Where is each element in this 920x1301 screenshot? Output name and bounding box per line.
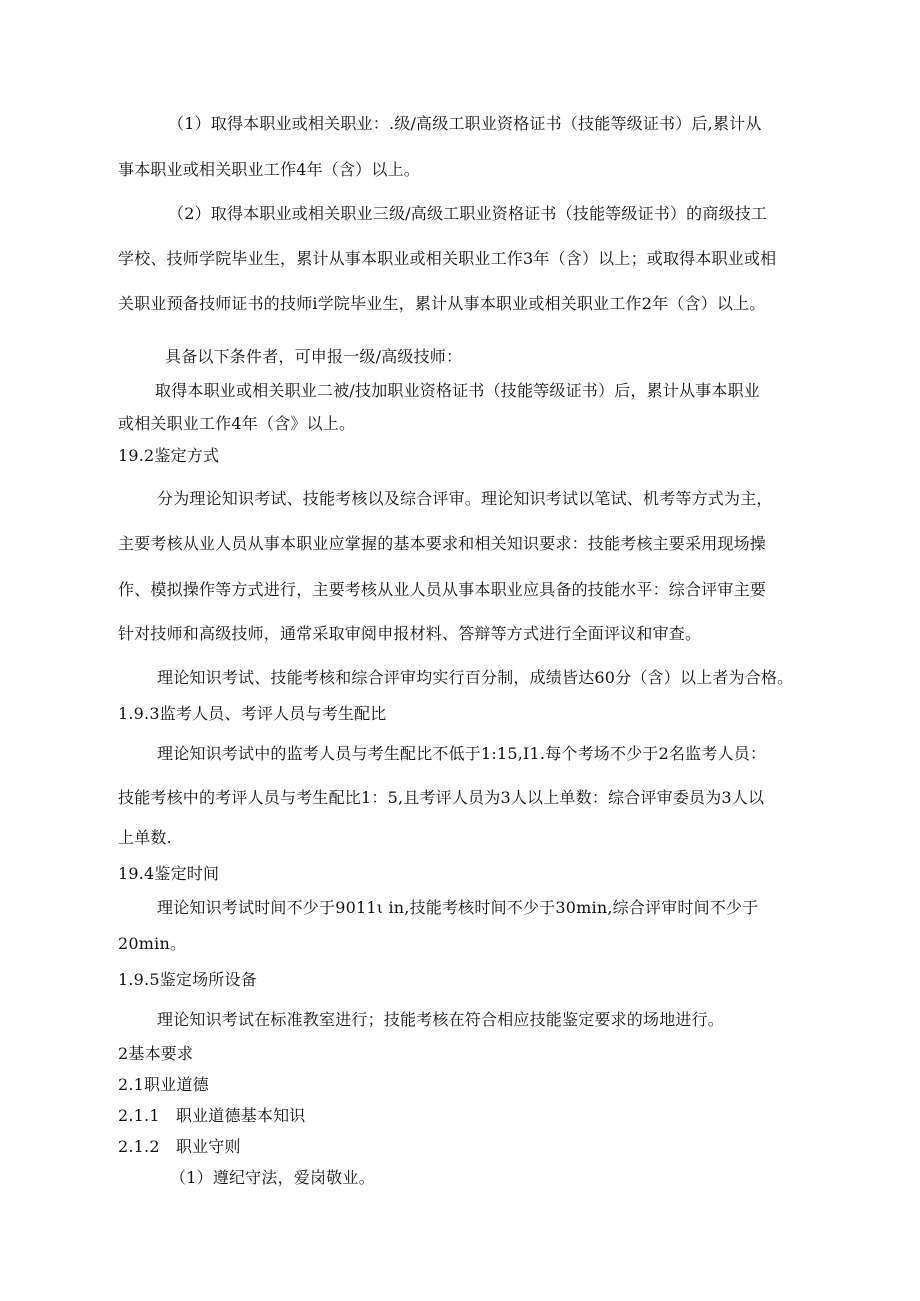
section-heading-2: 2基本要求: [118, 1044, 194, 1063]
paragraph-2-line-2: 学校、技师学院毕业生，累计从事本职业或相关职业工作3年（含）以上；或取得本职业或相: [118, 249, 777, 268]
paragraph-5-line-4: 针对技师和高级技师，通常采取审阅申报材料、答辩等方式进行全面评议和审查。: [118, 624, 702, 643]
paragraph-5-line-2: 主要考核从业人员从事本职业应掌握的基本要求和相关知识要求：技能考核主要采用现场操: [118, 534, 767, 553]
paragraph-7-line-3: 上单数.: [118, 828, 172, 847]
section-heading-1-9-5: 1.9.5鉴定场所设备: [118, 970, 257, 989]
paragraph-1-line-1: （1）取得本职业或相关职业：.级/高级工职业资格证书（技能等级证书）后,累计从: [168, 114, 762, 133]
paragraph-9-line-1: 理论知识考试在标准教室进行；技能考核在符合相应技能鉴定要求的场地进行。: [157, 1010, 725, 1029]
section-heading-19-2: 19.2鉴定方式: [118, 446, 220, 465]
paragraph-5-line-3: 作、模拟操作等方式进行，主要考核从业人员从事本职业应具备的技能水平：综合评审主要: [118, 580, 767, 599]
section-heading-1-9-3: 1.9.3监考人员、考评人员与考生配比: [118, 704, 387, 723]
list-item-1: （1）遵纪守法，爱岗敬业。: [170, 1168, 375, 1187]
section-heading-2-1-1: 2.1.1 职业道德基本知识: [118, 1106, 306, 1125]
section-heading-2-1-2: 2.1.2 职业守则: [118, 1137, 241, 1156]
section-heading-2-1: 2.1职业道德: [118, 1075, 209, 1094]
paragraph-1-line-2: 事本职业或相关职业工作4年（含）以上。: [118, 160, 420, 179]
section-heading-19-4: 19.4鉴定时间: [118, 864, 220, 883]
paragraph-4-line-2: 或相关职业工作4年（含》以上。: [118, 414, 356, 433]
paragraph-2-line-3: 关职业预备技师证书的技师i学院毕业生，累计从事本职业或相关职业工作2年（含）以上。: [118, 294, 766, 313]
paragraph-2-line-1: （2）取得本职业或相关职业三级/高级工职业资格证书（技能等级证书）的商级技工: [168, 204, 768, 223]
paragraph-6-line-1: 理论知识考试、技能考核和综合评审均实行百分制，成绩皆达60分（含）以上者为合格。: [157, 668, 794, 687]
paragraph-8-line-1: 理论知识考试时间不少于9011ι in,技能考核时间不少于30min,综合评审时间不少于: [157, 898, 759, 917]
paragraph-4-line-1: 取得本职业或相关职业二被/技加职业资格证书（技能等级证书）后，累计从事本职业: [155, 381, 760, 400]
paragraph-7-line-2: 技能考核中的考评人员与考生配比1：5,且考评人员为3人以上单数：综合评审委员为3人以: [118, 788, 765, 807]
paragraph-5-line-1: 分为理论知识考试、技能考核以及综合评审。理论知识考试以笔试、机考等方式为主，: [157, 489, 773, 508]
paragraph-8-line-2: 20min。: [118, 934, 187, 953]
paragraph-3-line-1: 具备以下条件者，可申报一级/高级技师：: [165, 347, 463, 366]
paragraph-7-line-1: 理论知识考试中的监考人员与考生配比不低于1:15,I1.每个考场不少于2名监考人员：: [157, 744, 767, 763]
